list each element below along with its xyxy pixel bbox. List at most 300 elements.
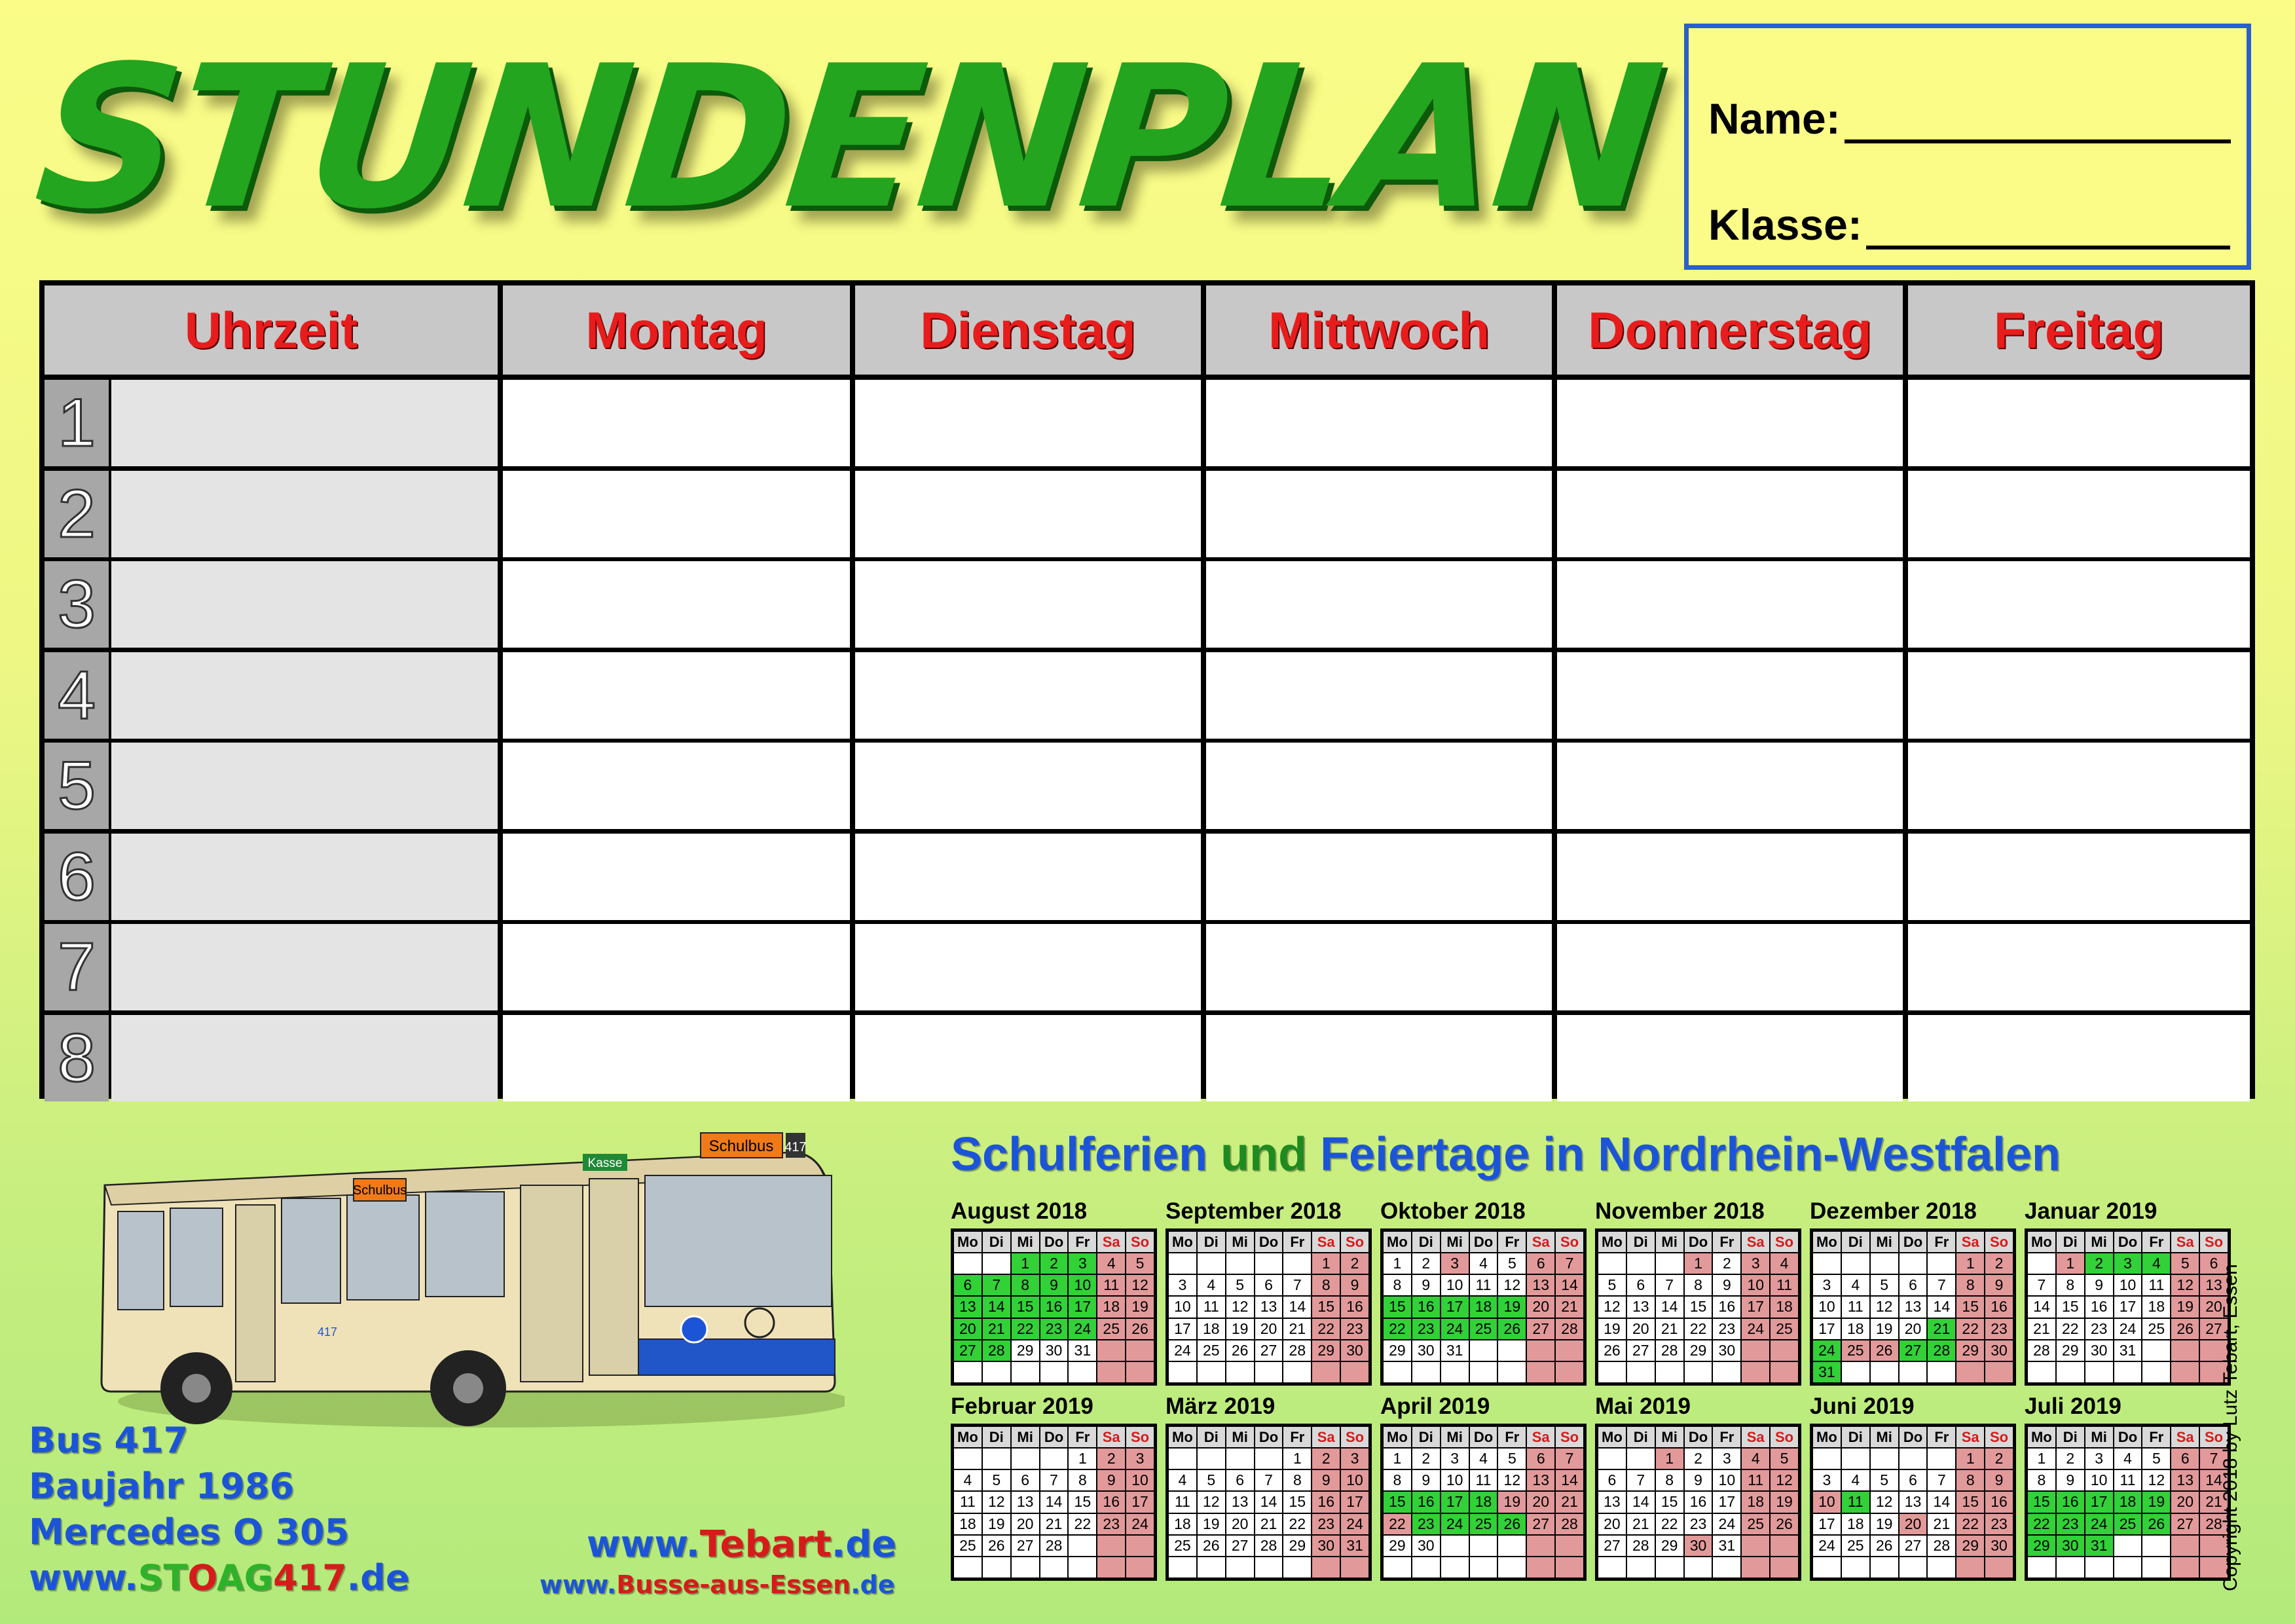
weekday-header: Di <box>2057 1427 2084 1447</box>
calendar-day: 11 <box>1198 1297 1225 1317</box>
month-name: April 2019 <box>1380 1393 1490 1419</box>
lesson-cell-donnerstag[interactable] <box>1557 834 1903 920</box>
calendar-day: 26 <box>1498 1514 1526 1534</box>
calendar-day: 16 <box>1341 1297 1368 1317</box>
calendar-day: 4 <box>1842 1275 1869 1295</box>
holidays-title-part4: in Nordrhein-Westfalen <box>1543 1128 2061 1181</box>
calendar-day: 7 <box>1255 1470 1283 1490</box>
calendar-empty-cell <box>2142 1340 2170 1361</box>
calendar-day: 28 <box>1656 1340 1683 1361</box>
calendar-empty-cell <box>1412 1362 1440 1382</box>
class-label: Klasse: <box>1708 200 1862 249</box>
calendar-empty-cell <box>1283 1253 1311 1274</box>
calendar-empty-cell <box>1470 1340 1497 1361</box>
weekday-header: Fr <box>1713 1427 1740 1447</box>
timetable <box>39 280 2255 1099</box>
calendar-day: 20 <box>1900 1319 1927 1339</box>
weekday-header: Mo <box>1598 1427 1626 1447</box>
calendar-empty-cell <box>1900 1557 1927 1578</box>
bus-side-sign: Schulbus <box>352 1183 407 1198</box>
lesson-cell-freitag[interactable] <box>1908 834 2250 920</box>
calendar-empty-cell <box>2171 1340 2199 1361</box>
calendar-empty-cell <box>1598 1362 1626 1382</box>
calendar-day: 29 <box>1384 1340 1411 1361</box>
calendar-day: 17 <box>1169 1319 1196 1339</box>
weekday-header: Mo <box>1598 1232 1626 1252</box>
weekday-header: Fr <box>1283 1427 1311 1447</box>
calendar-day: 12 <box>1598 1297 1626 1317</box>
calendar-day: 29 <box>1956 1340 1984 1361</box>
calendar-day: 30 <box>2085 1340 2113 1361</box>
calendar-day: 14 <box>1040 1492 1068 1512</box>
calendar-day: 23 <box>1985 1514 2013 1534</box>
calendar-day: 17 <box>1341 1492 1368 1512</box>
calendar-day: 17 <box>2085 1492 2113 1512</box>
calendar-day: 30 <box>1985 1536 2013 1556</box>
weekday-header: Fr <box>1069 1232 1096 1252</box>
tebart-www: www. <box>587 1523 700 1566</box>
lesson-cell-donnerstag[interactable] <box>1557 561 1903 648</box>
calendar-empty-cell <box>1169 1362 1196 1382</box>
period-number: 3 <box>45 561 109 648</box>
name-field[interactable] <box>1845 101 2231 143</box>
calendar-day: 2 <box>1412 1449 1440 1469</box>
lesson-cell-mittwoch[interactable] <box>1206 924 1552 1010</box>
calendar-day: 9 <box>1713 1275 1740 1295</box>
calendar-empty-cell <box>1656 1362 1683 1382</box>
calendar-day: 23 <box>1985 1319 2013 1339</box>
calendar-day: 25 <box>1470 1514 1497 1534</box>
calendar-empty-cell <box>1771 1557 1798 1578</box>
calendar-day: 20 <box>1527 1297 1554 1317</box>
calendar-day: 1 <box>1312 1253 1340 1274</box>
calendar-empty-cell <box>1012 1557 1039 1578</box>
calendar-day: 21 <box>1928 1319 1955 1339</box>
calendar-day: 15 <box>1312 1297 1340 1317</box>
calendar-empty-cell <box>1556 1362 1583 1382</box>
calendar-empty-cell <box>1556 1536 1583 1556</box>
calendar-empty-cell <box>1126 1362 1154 1382</box>
calendar-day: 21 <box>1556 1492 1583 1512</box>
lesson-cell-freitag[interactable] <box>1908 743 2250 829</box>
weekday-header: Sa <box>1097 1232 1125 1252</box>
weekday-header: Di <box>1412 1232 1440 1252</box>
lesson-cell-freitag[interactable] <box>1908 924 2250 1010</box>
calendar-day: 20 <box>954 1319 982 1339</box>
calendar-day: 30 <box>1312 1536 1340 1556</box>
time-cell[interactable] <box>111 652 498 739</box>
lesson-cell-mittwoch[interactable] <box>1206 380 1552 466</box>
calendar-day: 26 <box>1871 1536 1898 1556</box>
calendar-day: 4 <box>1742 1449 1769 1469</box>
calendar-day: 2 <box>1341 1253 1368 1274</box>
weekday-header: Mi <box>1871 1427 1898 1447</box>
calendar-day: 27 <box>2171 1514 2199 1534</box>
month-grid <box>1166 1424 1372 1581</box>
calendar-day: 10 <box>2114 1275 2142 1295</box>
calendar-day: 9 <box>1097 1470 1125 1490</box>
lesson-cell-montag[interactable] <box>503 924 850 1010</box>
lesson-cell-mittwoch[interactable] <box>1206 561 1552 648</box>
month-calendar <box>1595 1393 1801 1557</box>
calendar-empty-cell <box>1169 1557 1196 1578</box>
calendar-day: 23 <box>2057 1514 2084 1534</box>
time-cell[interactable] <box>111 834 498 920</box>
calendar-day: 30 <box>2057 1536 2084 1556</box>
calendar-day: 12 <box>1198 1492 1225 1512</box>
calendar-day: 31 <box>2085 1536 2113 1556</box>
lesson-cell-dienstag[interactable] <box>855 743 1201 829</box>
calendar-day: 30 <box>1412 1536 1440 1556</box>
weekday-header: Sa <box>1956 1232 1984 1252</box>
calendar-day: 29 <box>1685 1340 1712 1361</box>
calendar-day: 16 <box>2057 1492 2084 1512</box>
lesson-cell-freitag[interactable] <box>1908 1015 2250 1101</box>
calendar-day: 24 <box>2114 1319 2142 1339</box>
calendar-day: 13 <box>1900 1492 1927 1512</box>
lesson-cell-dienstag[interactable] <box>855 834 1201 920</box>
calendar-day: 24 <box>1341 1514 1368 1534</box>
calendar-day: 3 <box>1742 1253 1769 1274</box>
calendar-empty-cell <box>1470 1536 1497 1556</box>
lesson-cell-dienstag[interactable] <box>855 561 1201 648</box>
calendar-day: 7 <box>1556 1253 1583 1274</box>
lesson-cell-dienstag[interactable] <box>855 1015 1201 1101</box>
weekday-header: Di <box>1198 1427 1225 1447</box>
calendar-day: 7 <box>1928 1275 1955 1295</box>
lesson-cell-dienstag[interactable] <box>855 380 1201 466</box>
calendar-empty-cell <box>983 1557 1010 1578</box>
calendar-day: 7 <box>1283 1275 1311 1295</box>
calendar-day: 1 <box>1685 1253 1712 1274</box>
name-class-box <box>1684 24 2251 270</box>
calendar-day: 25 <box>1842 1340 1869 1361</box>
calendar-day: 14 <box>1656 1297 1683 1317</box>
column-header-donnerstag: Donnerstag <box>1557 286 1903 375</box>
lesson-cell-montag[interactable] <box>503 652 850 739</box>
time-cell[interactable] <box>111 924 498 1010</box>
calendar-empty-cell <box>1742 1536 1769 1556</box>
weekday-header: Sa <box>1527 1232 1554 1252</box>
calendar-day: 18 <box>1742 1492 1769 1512</box>
calendar-empty-cell <box>1956 1362 1984 1382</box>
weekday-header: Mi <box>1226 1232 1254 1252</box>
weekday-header: Do <box>1040 1427 1068 1447</box>
lesson-cell-dienstag[interactable] <box>855 471 1201 557</box>
weekday-header: Mi <box>1226 1427 1254 1447</box>
calendar-day: 30 <box>1341 1340 1368 1361</box>
calendar-day: 18 <box>2142 1297 2170 1317</box>
calendar-day: 25 <box>1842 1536 1869 1556</box>
calendar-day: 26 <box>1226 1340 1254 1361</box>
weekday-header: Sa <box>2171 1427 2199 1447</box>
calendar-day: 24 <box>2085 1514 2113 1534</box>
calendar-day: 18 <box>1470 1297 1497 1317</box>
calendar-day: 17 <box>1813 1319 1841 1339</box>
calendar-day: 31 <box>1341 1536 1368 1556</box>
calendar-day: 2 <box>1040 1253 1068 1274</box>
month-calendar <box>1810 1393 2016 1557</box>
tebart-link[interactable] <box>587 1523 896 1566</box>
calendar-day: 19 <box>1871 1514 1898 1534</box>
calendar-day: 22 <box>2028 1514 2055 1534</box>
calendar-day: 13 <box>1900 1297 1927 1317</box>
weekday-header: Do <box>1685 1232 1712 1252</box>
calendar-day: 6 <box>1226 1470 1254 1490</box>
calendar-day: 25 <box>1771 1319 1798 1339</box>
calendar-empty-cell <box>983 1253 1010 1274</box>
lesson-cell-montag[interactable] <box>503 561 850 648</box>
weekday-header: Fr <box>1498 1427 1526 1447</box>
lesson-cell-freitag[interactable] <box>1908 561 2250 648</box>
calendar-day: 13 <box>2200 1275 2228 1295</box>
calendar-day: 12 <box>1126 1275 1154 1295</box>
time-cell[interactable] <box>111 561 498 648</box>
calendar-empty-cell <box>1956 1557 1984 1578</box>
calendar-day: 7 <box>1656 1275 1683 1295</box>
calendar-day: 12 <box>1871 1492 1898 1512</box>
calendar-empty-cell <box>1985 1557 2013 1578</box>
calendar-empty-cell <box>1226 1362 1254 1382</box>
lesson-cell-donnerstag[interactable] <box>1557 924 1903 1010</box>
time-cell[interactable] <box>111 1015 498 1101</box>
lesson-cell-montag[interactable] <box>503 743 850 829</box>
calendar-day: 31 <box>1813 1362 1841 1382</box>
calendar-day: 4 <box>954 1470 982 1490</box>
stoag-link[interactable] <box>29 1557 410 1598</box>
calendar-empty-cell <box>1771 1362 1798 1382</box>
calendar-day: 3 <box>1169 1275 1196 1295</box>
weekday-header: Fr <box>1283 1232 1311 1252</box>
calendar-empty-cell <box>2085 1362 2113 1382</box>
time-cell[interactable] <box>111 471 498 557</box>
calendar-day: 12 <box>1871 1297 1898 1317</box>
calendar-empty-cell <box>1312 1362 1340 1382</box>
weekday-header: Di <box>1198 1232 1225 1252</box>
calendar-day: 30 <box>1985 1340 2013 1361</box>
holidays-title-part2: und <box>1221 1128 1321 1181</box>
calendar-day: 19 <box>1226 1319 1254 1339</box>
weekday-header: So <box>1126 1427 1154 1447</box>
calendar-empty-cell <box>2171 1557 2199 1578</box>
calendar-day: 30 <box>1412 1340 1440 1361</box>
calendar-empty-cell <box>2028 1362 2055 1382</box>
calendar-day: 27 <box>954 1340 982 1361</box>
calendar-day: 12 <box>1498 1470 1526 1490</box>
calendar-empty-cell <box>1598 1449 1626 1469</box>
weekday-header: Mo <box>954 1427 982 1447</box>
weekday-header: Mo <box>1813 1232 1841 1252</box>
weekday-header: Mo <box>1813 1427 1841 1447</box>
month-grid <box>1380 1228 1587 1386</box>
period-number: 1 <box>45 380 109 466</box>
calendar-day: 28 <box>2028 1340 2055 1361</box>
month-calendar <box>1166 1393 1372 1557</box>
calendar-empty-cell <box>954 1362 982 1382</box>
calendar-day: 9 <box>1985 1275 2013 1295</box>
calendar-day: 13 <box>1598 1492 1626 1512</box>
calendar-day: 29 <box>1312 1340 1340 1361</box>
calendar-day: 24 <box>1713 1514 1740 1534</box>
calendar-day: 29 <box>2028 1536 2055 1556</box>
lesson-cell-freitag[interactable] <box>1908 471 2250 557</box>
weekday-header: Mo <box>2028 1427 2055 1447</box>
calendar-day: 9 <box>1312 1470 1340 1490</box>
calendar-day: 22 <box>1685 1319 1712 1339</box>
calendar-empty-cell <box>1384 1557 1411 1578</box>
calendar-day: 20 <box>1598 1514 1626 1534</box>
calendar-day: 16 <box>1097 1492 1125 1512</box>
weekday-header: Mi <box>1441 1427 1469 1447</box>
calendar-day: 18 <box>1097 1297 1125 1317</box>
lesson-cell-mittwoch[interactable] <box>1206 471 1552 557</box>
calendar-empty-cell <box>1169 1253 1196 1274</box>
weekday-header: Di <box>1627 1232 1655 1252</box>
busse-link[interactable] <box>540 1570 895 1599</box>
calendar-day: 25 <box>2142 1319 2170 1339</box>
calendar-day: 2 <box>2057 1449 2084 1469</box>
calendar-day: 2 <box>1685 1449 1712 1469</box>
calendar-empty-cell <box>1226 1557 1254 1578</box>
calendar-day: 28 <box>1283 1340 1311 1361</box>
calendar-empty-cell <box>1813 1557 1841 1578</box>
calendar-day: 31 <box>1069 1340 1096 1361</box>
calendar-empty-cell <box>1527 1536 1554 1556</box>
calendar-day: 24 <box>1069 1319 1096 1339</box>
lesson-cell-donnerstag[interactable] <box>1557 471 1903 557</box>
calendar-day: 19 <box>1771 1492 1798 1512</box>
lesson-cell-montag[interactable] <box>503 380 850 466</box>
calendar-day: 22 <box>1283 1514 1311 1534</box>
lesson-cell-mittwoch[interactable] <box>1206 743 1552 829</box>
calendar-day: 4 <box>1470 1449 1497 1469</box>
calendar-day: 28 <box>1255 1536 1283 1556</box>
calendar-day: 16 <box>1412 1297 1440 1317</box>
month-calendar <box>1166 1198 1372 1362</box>
month-name: Januar 2019 <box>2025 1198 2157 1224</box>
calendar-day: 29 <box>1012 1340 1039 1361</box>
calendar-day: 21 <box>1656 1319 1683 1339</box>
calendar-day: 12 <box>1226 1297 1254 1317</box>
calendar-day: 20 <box>1226 1514 1254 1534</box>
calendar-empty-cell <box>1627 1449 1655 1469</box>
bus-fleet-number: 417 <box>318 1325 338 1338</box>
calendar-day: 17 <box>1813 1514 1841 1534</box>
month-grid <box>2025 1424 2231 1581</box>
stoag-o: O <box>187 1557 217 1598</box>
weekday-header: Do <box>1900 1427 1927 1447</box>
calendar-day: 10 <box>1742 1275 1769 1295</box>
calendar-day: 1 <box>2028 1449 2055 1469</box>
weekday-header: Mo <box>1384 1232 1411 1252</box>
lesson-cell-donnerstag[interactable] <box>1557 380 1903 466</box>
weekday-header: Mo <box>1384 1427 1411 1447</box>
lesson-cell-freitag[interactable] <box>1908 380 2250 466</box>
calendar-empty-cell <box>1470 1557 1497 1578</box>
calendar-empty-cell <box>1598 1253 1626 1274</box>
calendar-day: 10 <box>1069 1275 1096 1295</box>
calendar-empty-cell <box>1627 1253 1655 1274</box>
calendar-day: 23 <box>1312 1514 1340 1534</box>
class-field[interactable] <box>1866 208 2230 249</box>
calendar-day: 18 <box>1198 1319 1225 1339</box>
calendar-empty-cell <box>1928 1253 1955 1274</box>
calendar-day: 28 <box>1556 1319 1583 1339</box>
calendar-day: 31 <box>1713 1536 1740 1556</box>
calendar-day: 22 <box>1656 1514 1683 1534</box>
weekday-header: Fr <box>2142 1232 2170 1252</box>
weekday-header: So <box>1771 1427 1798 1447</box>
calendar-empty-cell <box>1097 1557 1125 1578</box>
calendar-day: 27 <box>1255 1340 1283 1361</box>
month-calendar <box>1380 1198 1587 1362</box>
lesson-cell-mittwoch[interactable] <box>1206 834 1552 920</box>
calendar-day: 19 <box>2171 1297 2199 1317</box>
calendar-day: 29 <box>2057 1340 2084 1361</box>
calendar-day: 8 <box>1069 1470 1096 1490</box>
calendar-empty-cell <box>1742 1340 1769 1361</box>
calendar-day: 18 <box>1470 1492 1497 1512</box>
lesson-cell-donnerstag[interactable] <box>1557 652 1903 739</box>
calendar-empty-cell <box>1771 1340 1798 1361</box>
weekday-header: So <box>2200 1232 2228 1252</box>
weekday-header: Fr <box>1713 1232 1740 1252</box>
calendar-day: 1 <box>1956 1449 1984 1469</box>
lesson-cell-montag[interactable] <box>503 834 850 920</box>
lesson-cell-freitag[interactable] <box>1908 652 2250 739</box>
calendar-day: 10 <box>1169 1297 1196 1317</box>
lesson-cell-mittwoch[interactable] <box>1206 652 1552 739</box>
lesson-cell-montag[interactable] <box>503 1015 850 1101</box>
calendar-day: 21 <box>1627 1514 1655 1534</box>
weekday-header: Di <box>1627 1427 1655 1447</box>
lesson-cell-dienstag[interactable] <box>855 924 1201 1010</box>
month-calendar <box>1810 1198 2016 1380</box>
lesson-cell-mittwoch[interactable] <box>1206 1015 1552 1101</box>
calendar-day: 5 <box>1198 1470 1225 1490</box>
period-number: 8 <box>45 1015 109 1101</box>
calendar-empty-cell <box>1341 1557 1368 1578</box>
lesson-cell-donnerstag[interactable] <box>1557 743 1903 829</box>
calendar-empty-cell <box>2171 1362 2199 1382</box>
calendar-empty-cell <box>1713 1362 1740 1382</box>
month-grid <box>1810 1228 2016 1386</box>
calendar-day: 22 <box>1956 1319 1984 1339</box>
calendar-day: 1 <box>1012 1253 1039 1274</box>
busse-www: www. <box>540 1570 617 1599</box>
time-cell[interactable] <box>111 380 498 466</box>
weekday-header: Fr <box>1498 1232 1526 1252</box>
lesson-cell-dienstag[interactable] <box>855 652 1201 739</box>
calendar-empty-cell <box>1928 1449 1955 1469</box>
calendar-day: 3 <box>1069 1253 1096 1274</box>
lesson-cell-montag[interactable] <box>503 471 850 557</box>
weekday-header: Mo <box>1169 1232 1196 1252</box>
calendar-day: 3 <box>2114 1253 2142 1274</box>
calendar-day: 16 <box>1985 1492 2013 1512</box>
calendar-day: 9 <box>1412 1275 1440 1295</box>
calendar-day: 18 <box>1842 1514 1869 1534</box>
calendar-day: 21 <box>983 1319 1010 1339</box>
calendar-empty-cell <box>1441 1557 1469 1578</box>
calendar-day: 26 <box>1198 1536 1225 1556</box>
calendar-day: 16 <box>2085 1297 2113 1317</box>
holidays-title <box>951 1128 2061 1181</box>
calendar-day: 19 <box>2142 1492 2170 1512</box>
lesson-cell-donnerstag[interactable] <box>1557 1015 1903 1101</box>
time-cell[interactable] <box>111 743 498 829</box>
calendar-day: 25 <box>1169 1536 1196 1556</box>
